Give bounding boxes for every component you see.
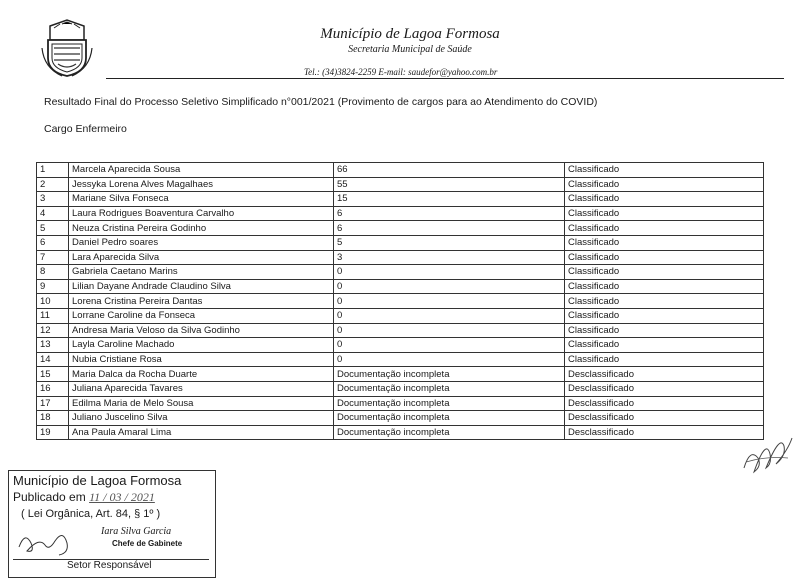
stamp-published bbox=[13, 490, 155, 505]
stamp-sector: Setor Responsável bbox=[67, 560, 152, 571]
letterhead bbox=[250, 26, 570, 55]
candidate-status: Classificado bbox=[565, 352, 764, 367]
candidate-name: Layla Caroline Machado bbox=[69, 338, 334, 353]
candidate-score: 55 bbox=[334, 177, 565, 192]
contact-line: Tel.: (34)3824-2259 E-mail: saudefor@yahoo.com.br bbox=[304, 67, 498, 77]
candidate-name: Ana Paula Amaral Lima bbox=[69, 425, 334, 440]
table-row bbox=[37, 206, 764, 221]
candidate-score: 0 bbox=[334, 308, 565, 323]
table-row bbox=[37, 250, 764, 265]
candidate-name: Gabriela Caetano Marins bbox=[69, 265, 334, 280]
document-title: Resultado Final do Processo Seletivo Simplificado n°001/2021 (Provimento de cargos para ao Atendimento do COVID) bbox=[44, 96, 598, 108]
row-number: 2 bbox=[37, 177, 69, 192]
row-number: 7 bbox=[37, 250, 69, 265]
candidate-status: Classificado bbox=[565, 235, 764, 250]
candidate-name: Lara Aparecida Silva bbox=[69, 250, 334, 265]
stamp-signer-role: Chefe de Gabinete bbox=[112, 539, 183, 548]
table-row bbox=[37, 177, 764, 192]
row-number: 9 bbox=[37, 279, 69, 294]
candidate-status: Classificado bbox=[565, 265, 764, 280]
candidate-name: Lilian Dayane Andrade Claudino Silva bbox=[69, 279, 334, 294]
stamp-municipality: Município de Lagoa Formosa bbox=[13, 473, 182, 488]
candidate-name: Daniel Pedro soares bbox=[69, 235, 334, 250]
candidate-score: 3 bbox=[334, 250, 565, 265]
initials-signature bbox=[736, 428, 796, 478]
table-row bbox=[37, 352, 764, 367]
candidate-score: 66 bbox=[334, 163, 565, 178]
candidate-name: Neuza Cristina Pereira Godinho bbox=[69, 221, 334, 236]
candidate-status: Classificado bbox=[565, 338, 764, 353]
candidate-name: Marcela Aparecida Sousa bbox=[69, 163, 334, 178]
candidate-name: Jessyka Lorena Alves Magalhaes bbox=[69, 177, 334, 192]
candidate-name: Maria Dalca da Rocha Duarte bbox=[69, 367, 334, 382]
candidate-score: 0 bbox=[334, 294, 565, 309]
stamp-date: 11 / 03 / 2021 bbox=[89, 490, 155, 504]
candidate-status: Classificado bbox=[565, 221, 764, 236]
table-row bbox=[37, 323, 764, 338]
candidate-name: Juliano Juscelino Silva bbox=[69, 411, 334, 426]
table-row bbox=[37, 396, 764, 411]
table-row bbox=[37, 367, 764, 382]
row-number: 14 bbox=[37, 352, 69, 367]
candidate-score: Documentação incompleta bbox=[334, 411, 565, 426]
candidate-status: Classificado bbox=[565, 279, 764, 294]
candidate-name: Andresa Maria Veloso da Silva Godinho bbox=[69, 323, 334, 338]
candidate-score: 0 bbox=[334, 323, 565, 338]
candidate-score: 15 bbox=[334, 192, 565, 207]
stamp-signer-name: Iara Silva Garcia bbox=[101, 526, 172, 537]
results-table bbox=[36, 162, 764, 440]
candidate-score: 0 bbox=[334, 265, 565, 280]
candidate-status: Desclassificado bbox=[565, 381, 764, 396]
department-subtitle: Secretaria Municipal de Saúde bbox=[348, 44, 472, 55]
candidate-score: Documentação incompleta bbox=[334, 396, 565, 411]
row-number: 15 bbox=[37, 367, 69, 382]
candidate-name: Juliana Aparecida Tavares bbox=[69, 381, 334, 396]
candidate-name: Lorrane Caroline da Fonseca bbox=[69, 308, 334, 323]
row-number: 18 bbox=[37, 411, 69, 426]
table-row bbox=[37, 294, 764, 309]
row-number: 12 bbox=[37, 323, 69, 338]
table-row bbox=[37, 192, 764, 207]
candidate-score: 0 bbox=[334, 338, 565, 353]
candidate-score: Documentação incompleta bbox=[334, 381, 565, 396]
handwritten-signature bbox=[15, 523, 75, 559]
candidate-score: 6 bbox=[334, 221, 565, 236]
candidate-status: Classificado bbox=[565, 177, 764, 192]
candidate-status: Classificado bbox=[565, 250, 764, 265]
candidate-status: Desclassificado bbox=[565, 411, 764, 426]
municipality-title: Município de Lagoa Formosa bbox=[320, 26, 500, 42]
table-row bbox=[37, 221, 764, 236]
row-number: 17 bbox=[37, 396, 69, 411]
table-row bbox=[37, 308, 764, 323]
table-row bbox=[37, 235, 764, 250]
stamp-published-label: Publicado em bbox=[13, 490, 86, 504]
candidate-score: 6 bbox=[334, 206, 565, 221]
table-row bbox=[37, 338, 764, 353]
candidate-status: Classificado bbox=[565, 323, 764, 338]
row-number: 10 bbox=[37, 294, 69, 309]
row-number: 3 bbox=[37, 192, 69, 207]
row-number: 19 bbox=[37, 425, 69, 440]
header-divider bbox=[106, 78, 784, 79]
candidate-status: Classificado bbox=[565, 294, 764, 309]
candidate-name: Lorena Cristina Pereira Dantas bbox=[69, 294, 334, 309]
row-number: 6 bbox=[37, 235, 69, 250]
row-number: 1 bbox=[37, 163, 69, 178]
candidate-score: 0 bbox=[334, 279, 565, 294]
candidate-status: Classificado bbox=[565, 206, 764, 221]
row-number: 4 bbox=[37, 206, 69, 221]
municipal-crest-icon bbox=[40, 18, 94, 78]
candidate-score: 0 bbox=[334, 352, 565, 367]
candidate-score: Documentação incompleta bbox=[334, 425, 565, 440]
table-row bbox=[37, 425, 764, 440]
table-row bbox=[37, 381, 764, 396]
publication-stamp bbox=[8, 470, 216, 578]
candidate-status: Desclassificado bbox=[565, 367, 764, 382]
table-row bbox=[37, 411, 764, 426]
candidate-name: Nubia Cristiane Rosa bbox=[69, 352, 334, 367]
row-number: 11 bbox=[37, 308, 69, 323]
table-row bbox=[37, 279, 764, 294]
candidate-status: Classificado bbox=[565, 163, 764, 178]
table-row bbox=[37, 163, 764, 178]
candidate-score: 5 bbox=[334, 235, 565, 250]
candidate-status: Classificado bbox=[565, 308, 764, 323]
candidate-name: Laura Rodrigues Boaventura Carvalho bbox=[69, 206, 334, 221]
row-number: 5 bbox=[37, 221, 69, 236]
candidate-status: Desclassificado bbox=[565, 425, 764, 440]
row-number: 13 bbox=[37, 338, 69, 353]
row-number: 8 bbox=[37, 265, 69, 280]
candidate-status: Classificado bbox=[565, 192, 764, 207]
table-row bbox=[37, 265, 764, 280]
stamp-law-reference: ( Lei Orgânica, Art. 84, § 1º ) bbox=[21, 508, 161, 520]
candidate-status: Desclassificado bbox=[565, 396, 764, 411]
cargo-label: Cargo Enfermeiro bbox=[44, 123, 127, 135]
candidate-name: Mariane Silva Fonseca bbox=[69, 192, 334, 207]
candidate-score: Documentação incompleta bbox=[334, 367, 565, 382]
candidate-name: Edilma Maria de Melo Sousa bbox=[69, 396, 334, 411]
row-number: 16 bbox=[37, 381, 69, 396]
